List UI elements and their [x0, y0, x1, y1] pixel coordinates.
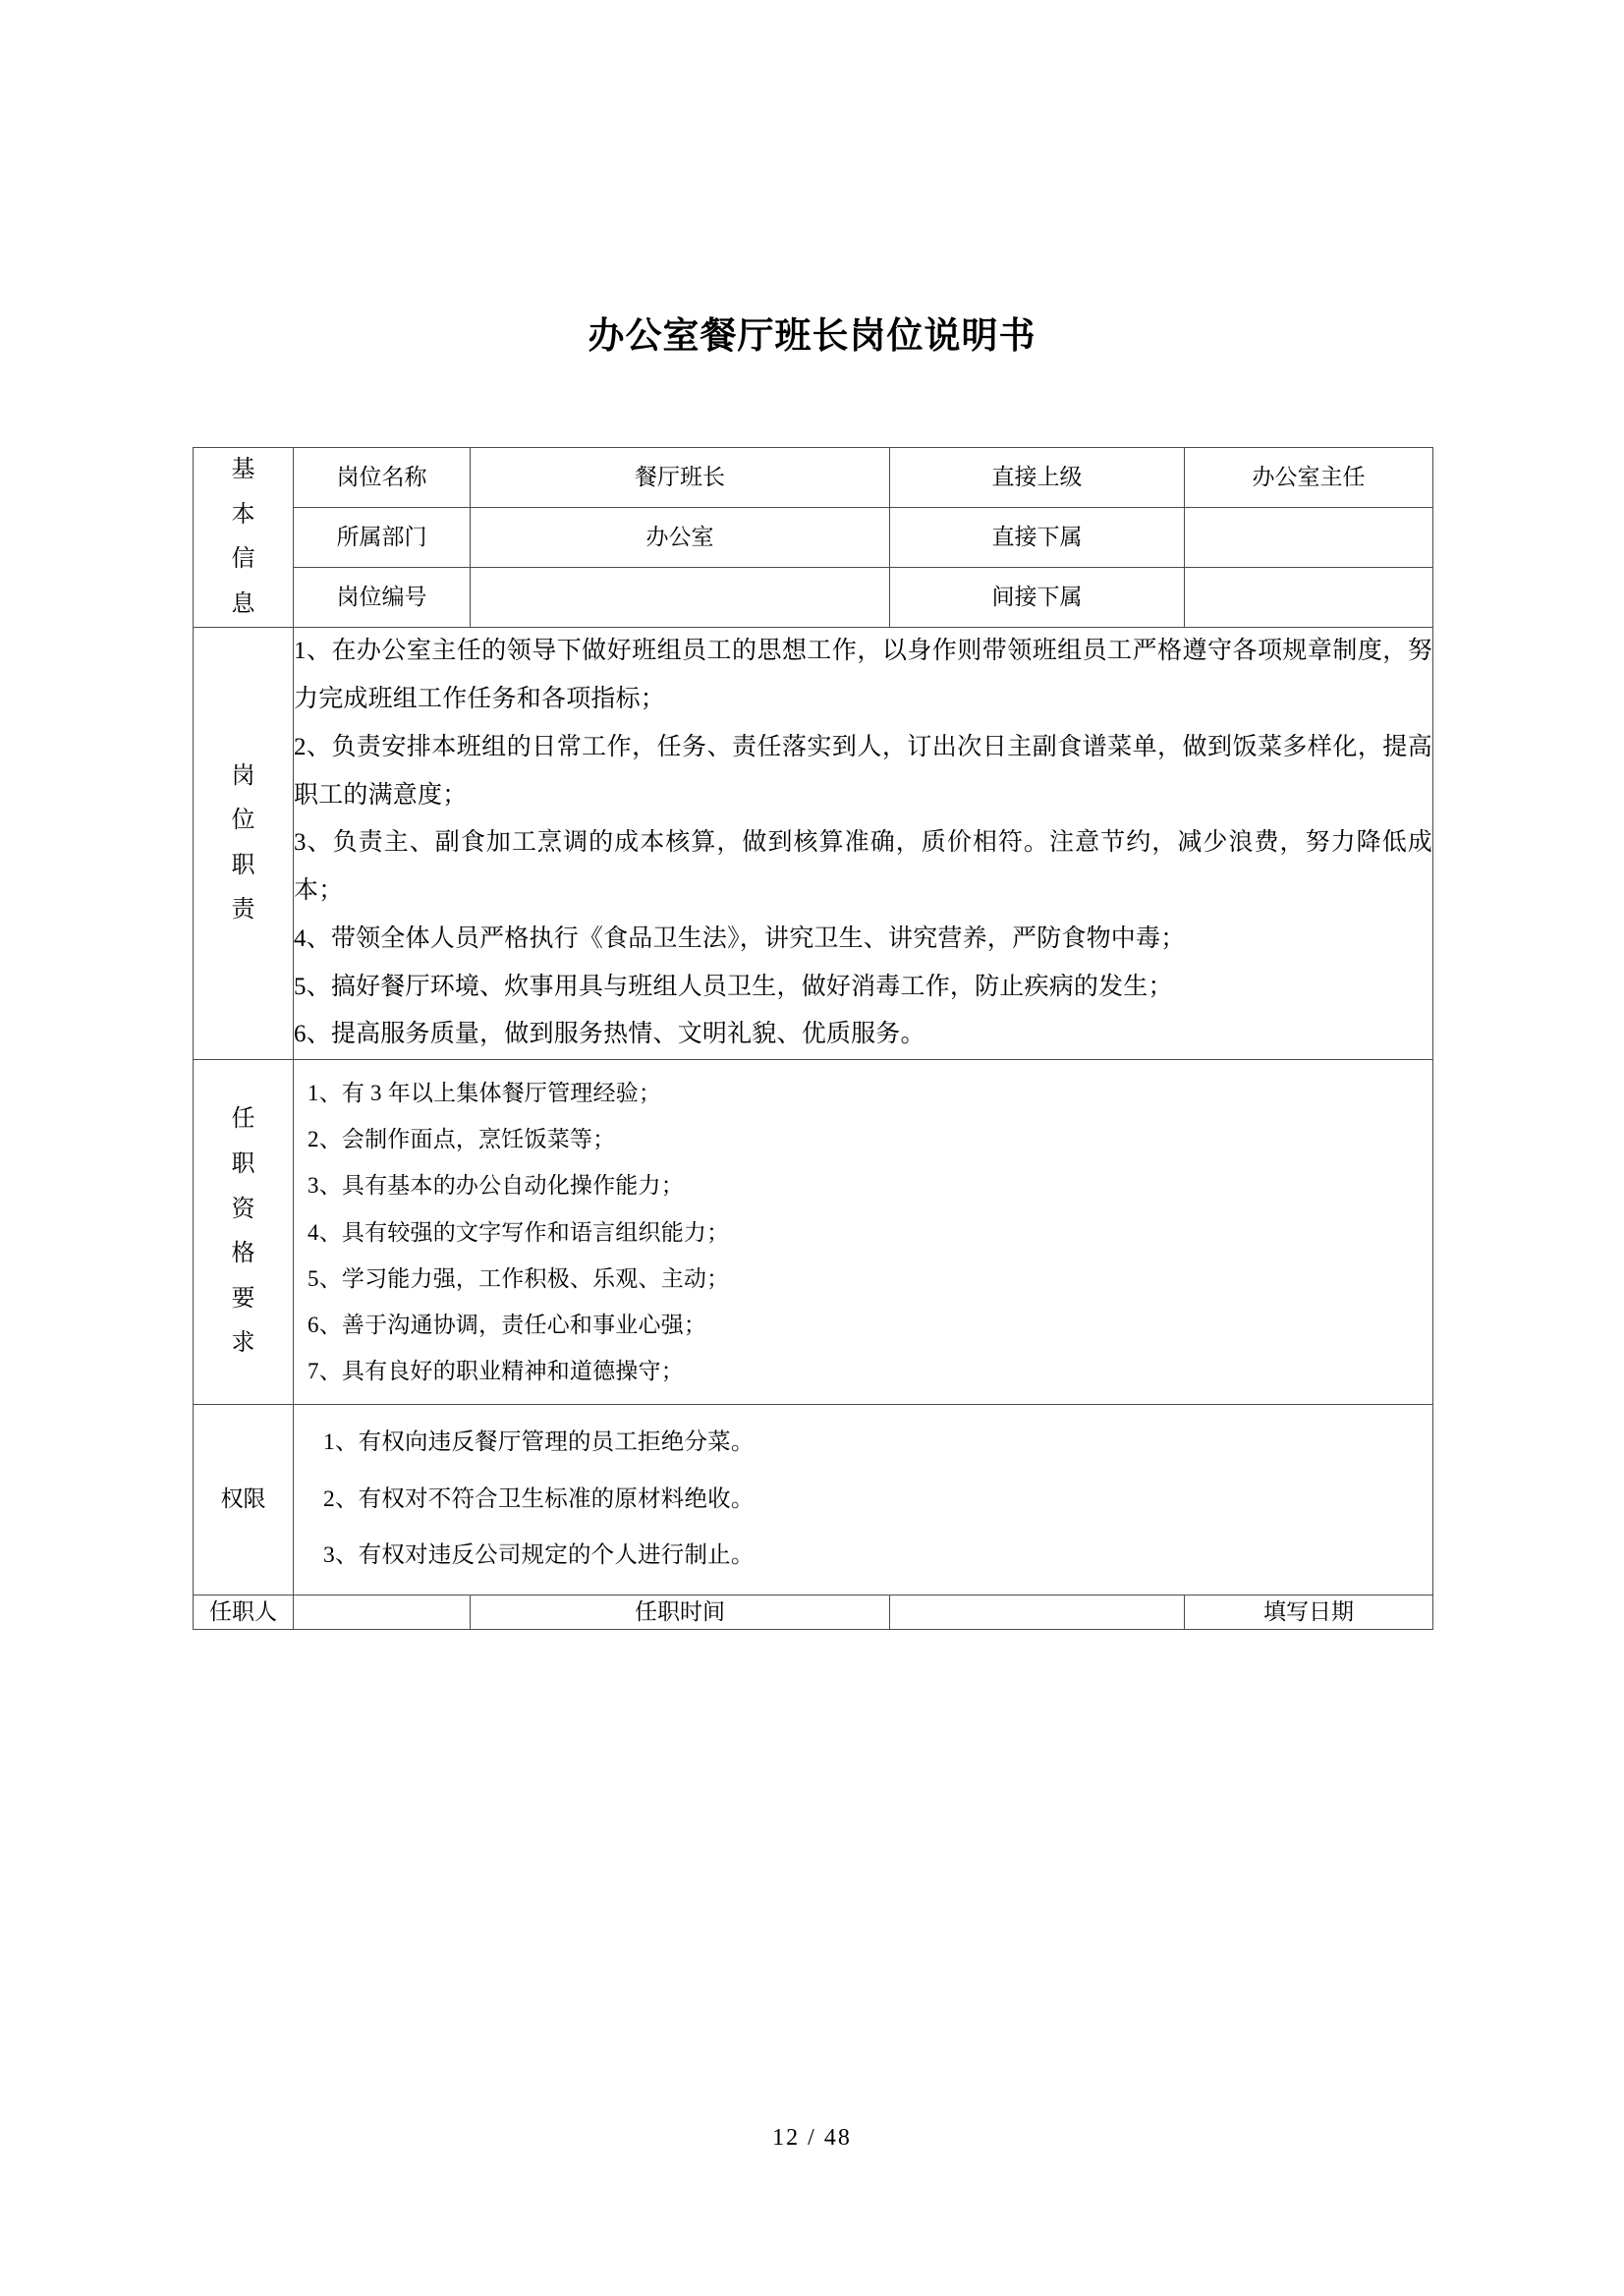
page-title: 办公室餐厅班长岗位说明书 — [588, 316, 1036, 357]
qualification-item: 7、具有良好的职业精神和道德操守； — [308, 1358, 684, 1383]
authority-item: 2、有权对不符合卫生标准的原材料绝收。 — [323, 1485, 755, 1512]
field-value-start-date[interactable] — [890, 1595, 1185, 1630]
field-label-indirect-subordinate: 间接下属 — [890, 568, 1185, 628]
field-value-direct-superior[interactable]: 办公室主任 — [1185, 448, 1433, 508]
table-row-basic-info-2 — [194, 508, 1433, 568]
qualifications-content — [294, 1060, 1433, 1405]
section-label-basic-info — [194, 448, 294, 628]
table-row-qualifications — [194, 1060, 1433, 1405]
section-label-qualifications — [194, 1060, 294, 1405]
responsibility-item: 3、负责主、副食加工烹调的成本核算，做到核算准确，质价相符。注意节约，减少浪费，努力降低成本； — [294, 829, 1432, 905]
table-row-signature — [194, 1595, 1433, 1630]
authority-item: 3、有权对违反公司规定的个人进行制止。 — [323, 1542, 755, 1569]
field-value-direct-subordinate[interactable] — [1185, 508, 1433, 568]
qualification-item: 2、会制作面点，烹饪饭菜等； — [308, 1127, 616, 1152]
responsibilities-content — [294, 628, 1433, 1060]
table-row-basic-info-3 — [194, 568, 1433, 628]
section-label-authority: 权限 — [194, 1405, 294, 1596]
vertical-char: 职 — [231, 852, 255, 878]
authority-content — [294, 1405, 1433, 1596]
responsibility-item: 5、搞好餐厅环境、炊事用具与班组人员卫生，做好消毒工作，防止疾病的发生； — [294, 973, 1173, 1000]
qualification-item: 4、具有较强的文字写作和语言组织能力； — [308, 1219, 730, 1245]
page-number: 12 / 48 — [772, 2125, 852, 2151]
vertical-char: 岗 — [231, 762, 255, 789]
vertical-char: 基 — [231, 457, 255, 482]
vertical-char: 任 — [231, 1106, 255, 1133]
vertical-char: 本 — [231, 501, 255, 528]
vertical-char: 职 — [231, 1150, 255, 1177]
qualification-item: 5、学习能力强，工作积极、乐观、主动； — [308, 1265, 730, 1291]
field-label-direct-subordinate: 直接下属 — [890, 508, 1185, 568]
vertical-char: 息 — [231, 590, 255, 617]
vertical-char: 格 — [231, 1241, 255, 1267]
qualification-item: 1、有 3 年以上集体餐厅管理经验； — [308, 1081, 662, 1106]
field-label-position-name: 岗位名称 — [294, 448, 471, 508]
job-description-table — [193, 447, 1433, 1630]
responsibility-item: 2、负责安排本班组的日常工作，任务、责任落实到人，订出次日主副食谱菜单，做到饭菜多样化，提高职工的满意度； — [294, 733, 1432, 809]
field-label-position-code: 岗位编号 — [294, 568, 471, 628]
table-row-authority — [194, 1405, 1433, 1596]
vertical-char: 位 — [231, 808, 255, 834]
section-label-responsibilities — [194, 628, 294, 1060]
field-label-fill-date: 填写日期 — [1185, 1595, 1433, 1630]
field-label-incumbent: 任职人 — [194, 1595, 294, 1630]
qualification-item: 3、具有基本的办公自动化操作能力； — [308, 1173, 684, 1199]
responsibility-item: 4、带领全体人员严格执行《食品卫生法》，讲究卫生、讲究营养，严防食物中毒； — [294, 924, 1186, 952]
responsibility-item: 1、在办公室主任的领导下做好班组员工的思想工作，以身作则带领班组员工严格遵守各项规章制度，努力完成班组工作任务和各项指标； — [294, 638, 1432, 713]
field-value-indirect-subordinate[interactable] — [1185, 568, 1433, 628]
table-row-basic-info-1 — [194, 448, 1433, 508]
field-label-start-date: 任职时间 — [471, 1595, 890, 1630]
field-label-direct-superior: 直接上级 — [890, 448, 1185, 508]
field-value-position-code[interactable] — [471, 568, 890, 628]
vertical-char: 要 — [231, 1285, 255, 1312]
vertical-char: 求 — [231, 1330, 255, 1357]
field-value-position-name[interactable]: 餐厅班长 — [471, 448, 890, 508]
field-value-incumbent[interactable] — [294, 1595, 471, 1630]
responsibility-item: 6、提高服务质量，做到服务热情、文明礼貌、优质服务。 — [294, 1021, 925, 1048]
authority-item: 1、有权向违反餐厅管理的员工拒绝分菜。 — [323, 1429, 755, 1456]
field-label-department: 所属部门 — [294, 508, 471, 568]
table-row-responsibilities — [194, 628, 1433, 1060]
vertical-char: 信 — [231, 546, 255, 573]
field-value-department[interactable]: 办公室 — [471, 508, 890, 568]
vertical-char: 责 — [231, 897, 255, 924]
qualification-item: 6、善于沟通协调，责任心和事业心强； — [308, 1312, 707, 1337]
vertical-char: 资 — [231, 1196, 255, 1222]
